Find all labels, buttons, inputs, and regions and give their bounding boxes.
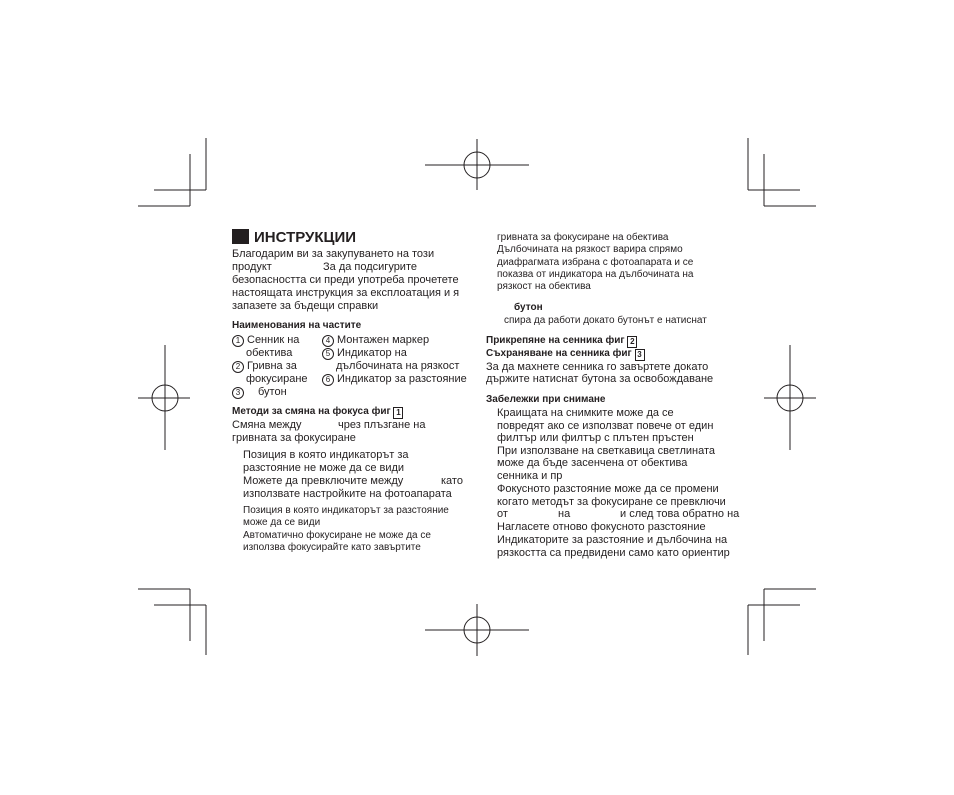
focus-p1-3b: като: [441, 475, 463, 487]
focus-p2-4: използва фокусирайте като завъртите: [243, 542, 421, 553]
intro-line-2a: продукт: [232, 261, 272, 273]
note-line-11: Индикаторите за разстояние и дълбочина на: [497, 534, 728, 546]
focus-line-1a: Смяна между: [232, 419, 302, 431]
intro-line-5: запазете за бъдещи справки: [232, 300, 379, 312]
focus-heading: Методи за смяна на фокуса фиг 1: [232, 406, 403, 419]
hood-line-2: държите натиснат бутона за освобождаване: [486, 373, 714, 385]
note-line-12: рязкостта са предвидени само като ориентир: [497, 547, 730, 559]
section-heading: ИНСТРУКЦИИ: [232, 229, 356, 247]
note-line-8: когато методът за фокусиране се превключи: [497, 496, 726, 508]
note-line-9b: на: [558, 508, 571, 520]
fig-2-box: 2: [627, 336, 637, 348]
note-line-3: филтър или филтър с плътен пръстен: [497, 432, 694, 444]
intro-line-3: безопасността си преди употреба прочетете: [232, 274, 459, 286]
focus-line-1b: чрез плъзгане на: [338, 419, 426, 431]
notes-heading: Забележки при снимане: [486, 394, 606, 405]
cont-line-4: показва от индикатора на дълбочината на: [497, 269, 694, 280]
cont-line-1: гривната за фокусиране на обектива: [497, 232, 669, 243]
focus-line-2: гривната за фокусиране: [232, 432, 356, 444]
note-line-7: Фокусното разстояние може да се промени: [497, 483, 719, 495]
note-line-9c: и след това обратно на: [620, 508, 740, 520]
focus-p2-2: може да се види: [243, 517, 321, 528]
cont-line-2: Дълбочината на рязкост варира спрямо: [497, 244, 683, 255]
note-line-9a: от: [497, 508, 508, 520]
part-2: 2 Гривна за: [232, 360, 297, 373]
part-5-cont: дълбочината на рязкост: [336, 360, 460, 372]
fig-3-box: 3: [635, 349, 645, 361]
focus-p2-3: Автоматично фокусиране не може да се: [243, 530, 431, 541]
part-3: 3: [232, 386, 247, 399]
hood-attach-heading: Прикрепяне на сенника фиг 2: [486, 335, 637, 348]
button-text: спира да работи докато бутонът е натиснат: [504, 315, 707, 326]
black-square-icon: [232, 229, 249, 244]
part-5: 5 Индикатор на: [322, 347, 407, 360]
focus-p2-1: Позиция в която индикаторът за разстояние: [243, 505, 449, 516]
note-line-5: може да бъде засенчена от обектива: [497, 457, 688, 469]
part-1: 1 Сенник на: [232, 334, 299, 347]
part-1-cont: обектива: [246, 347, 293, 359]
parts-heading: Наименования на частите: [232, 320, 362, 331]
cont-line-5: рязкост на обектива: [497, 281, 591, 292]
intro-line-4: настоящата инструкция за експлоатация и я: [232, 287, 460, 299]
focus-p1-2: разстояние не може да се види: [243, 462, 405, 474]
part-2-cont: фокусиране: [246, 373, 308, 385]
note-line-6: сенника и пр: [497, 470, 563, 482]
focus-p1-4: използвате настройките на фотоапарата: [243, 488, 452, 500]
focus-p1-3a: Можете да превключите между: [243, 475, 404, 487]
intro-line-2b: За да подсигурите: [323, 261, 417, 273]
part-6: 6 Индикатор за разстояние: [322, 373, 467, 386]
button-heading: бутон: [514, 302, 543, 313]
note-line-1: Краищата на снимките може да се: [497, 407, 674, 419]
fig-1-box: 1: [393, 407, 403, 419]
hood-line-1: За да махнете сенника го завъртете докато: [486, 361, 709, 373]
focus-p1-1: Позиция в която индикаторът за: [243, 449, 409, 461]
note-line-4: При използване на светкавица светлината: [497, 445, 716, 457]
intro-line-1: Благодарим ви за закупуването на този: [232, 248, 435, 260]
hood-store-heading: Съхраняване на сенника фиг 3: [486, 348, 645, 361]
cont-line-3: диафрагмата избрана с фотоапарата и се: [497, 257, 694, 268]
note-line-2: повредят ако се използват повече от един: [497, 420, 714, 432]
note-line-10: Нагласете отново фокусното разстояние: [497, 521, 706, 533]
part-3-label: бутон: [258, 386, 287, 398]
part-4: 4 Монтажен маркер: [322, 334, 429, 347]
